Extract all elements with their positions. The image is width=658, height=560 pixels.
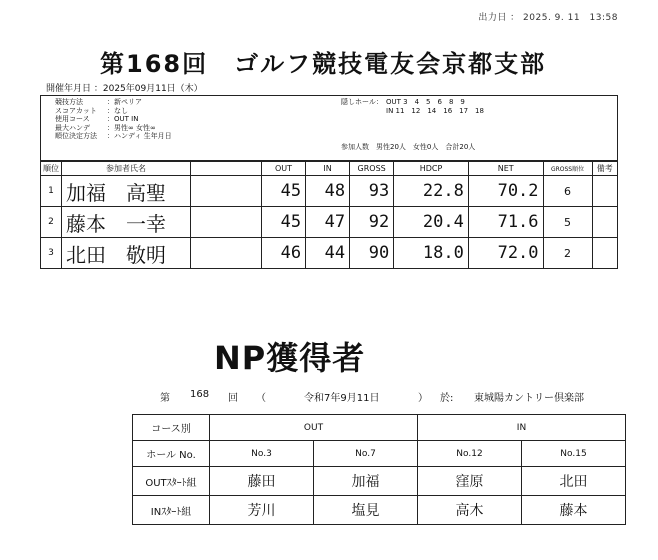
np-info-date: 令和7年9月11日 [304, 393, 380, 404]
out-score: 46 [262, 238, 306, 269]
player-name: 加福 高聖 [62, 176, 191, 207]
net-score: 71.6 [468, 207, 543, 238]
rule-value: ：OUT IN [107, 115, 139, 123]
rule-row [55, 132, 172, 141]
rule-row [55, 107, 172, 116]
rule-key: 使用コース [55, 115, 90, 123]
col-gross-rank: GROSS順位 [543, 162, 592, 176]
np-winner: 北田 [522, 467, 626, 496]
np-info-at: 於: [440, 393, 454, 404]
hole-label: ホール No. [133, 441, 210, 467]
np-hole-row [133, 441, 626, 467]
blank-cell [191, 176, 262, 207]
hdcp-value: 18.0 [394, 238, 469, 269]
rule-row [55, 115, 172, 124]
rule-value: ：男性∞ 女性∞ [107, 123, 156, 132]
gross-rank: 5 [543, 207, 592, 238]
hidden-holes-out: OUT 3 4 5 6 8 9 [386, 98, 465, 106]
np-winner: 藤田 [210, 467, 314, 496]
col-out: OUT [262, 162, 306, 176]
np-info-close-paren: ） [418, 393, 428, 404]
col-in: IN [306, 162, 350, 176]
col-net: NET [468, 162, 543, 176]
hole-number: No.12 [418, 441, 522, 467]
gross-rank: 2 [543, 238, 592, 269]
rule-value: ：ハンディ 生年月日 [107, 132, 172, 140]
in-score: 44 [306, 238, 350, 269]
rank-cell: 3 [41, 238, 62, 269]
net-score: 72.0 [468, 238, 543, 269]
np-info-number: 168 [190, 389, 210, 400]
player-name: 藤本 一幸 [62, 207, 191, 238]
np-winner: 塩見 [314, 496, 418, 525]
np-info-open-paren: （ [256, 393, 266, 404]
hidden-holes-label: 隠しホール： [341, 98, 383, 106]
participant-count: 参加人数 男性20人 女性0人 合計20人 [341, 143, 476, 151]
note-cell [592, 176, 617, 207]
gross-score: 92 [350, 207, 394, 238]
note-cell [592, 238, 617, 269]
course-label: コース別 [133, 415, 210, 441]
gross-rank: 6 [543, 176, 592, 207]
blank-cell [191, 238, 262, 269]
note-cell [592, 207, 617, 238]
competition-info [40, 95, 618, 161]
col-rank: 順位 [41, 162, 62, 176]
np-in-start-row [133, 496, 626, 525]
results-table [40, 161, 618, 269]
hole-number: No.3 [210, 441, 314, 467]
np-info-kai: 回 [228, 393, 238, 404]
result-row [41, 238, 618, 269]
col-gross: GROSS [350, 162, 394, 176]
hole-number: No.15 [522, 441, 626, 467]
rule-value: ：なし [107, 106, 128, 115]
rule-key: 最大ハンデ [55, 123, 90, 132]
gross-score: 90 [350, 238, 394, 269]
rule-row [55, 98, 172, 107]
np-info-venue: 東城陽カントリー倶楽部 [474, 393, 584, 404]
result-row [41, 207, 618, 238]
out-score: 45 [262, 176, 306, 207]
rule-key: 競技方法 [55, 98, 83, 106]
rank-cell: 2 [41, 207, 62, 238]
hidden-holes [341, 98, 484, 115]
rule-key: 順位決定方法 [55, 132, 97, 140]
page-title: 第168回 ゴルフ競技電友会京都支部 [100, 50, 547, 78]
results-sheet [40, 81, 618, 269]
rule-row [55, 124, 172, 133]
rule-key: スコアカット [55, 106, 97, 115]
hdcp-value: 22.8 [394, 176, 469, 207]
rules-list [55, 98, 172, 141]
np-table [132, 414, 626, 525]
hdcp-value: 20.4 [394, 207, 469, 238]
out-score: 45 [262, 207, 306, 238]
in-score: 47 [306, 207, 350, 238]
hole-number: No.7 [314, 441, 418, 467]
np-course-row [133, 415, 626, 441]
hidden-holes-in: IN 11 12 14 16 17 18 [386, 106, 484, 115]
in-score: 48 [306, 176, 350, 207]
np-title: NP獲得者 [214, 339, 366, 377]
event-date: 開催年月日 ：2025年09月11日（木） [46, 84, 203, 94]
rule-value: ：新ペリア [107, 98, 142, 106]
result-row [41, 176, 618, 207]
net-score: 70.2 [468, 176, 543, 207]
in-start-label: INｽﾀｰﾄ組 [133, 496, 210, 525]
print-date: 出力日 ： 2025. 9. 11 13:58 [478, 13, 618, 23]
rank-cell: 1 [41, 176, 62, 207]
col-hdcp: HDCP [394, 162, 469, 176]
col-blank [191, 162, 262, 176]
np-winner: 高木 [418, 496, 522, 525]
col-note: 備考 [592, 162, 617, 176]
player-name: 北田 敬明 [62, 238, 191, 269]
out-course-label: OUT [210, 415, 418, 441]
gross-score: 93 [350, 176, 394, 207]
blank-cell [191, 207, 262, 238]
col-name: 参加者氏名 [62, 162, 191, 176]
np-winner: 窪原 [418, 467, 522, 496]
out-start-label: OUTｽﾀｰﾄ組 [133, 467, 210, 496]
np-winner: 加福 [314, 467, 418, 496]
np-out-start-row [133, 467, 626, 496]
in-course-label: IN [418, 415, 626, 441]
np-winner: 芳川 [210, 496, 314, 525]
np-info-dai: 第 [160, 393, 170, 404]
results-header-row [41, 162, 618, 176]
np-winner: 藤本 [522, 496, 626, 525]
